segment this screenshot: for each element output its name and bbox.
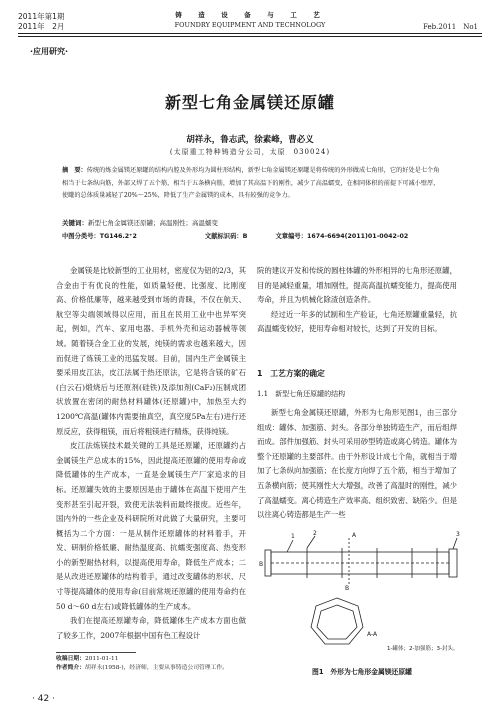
keywords-text: 新型七角金属镁还原罐；高温刚性；高温蠕变	[88, 219, 218, 227]
issue-en: Feb.2011 No1	[423, 23, 478, 31]
abstract-label: 摘 要：	[62, 167, 87, 174]
article-title: 新型七角金属镁还原罐	[164, 93, 335, 112]
figure-caption: 图1 外形为七角形金属镁还原罐	[312, 668, 412, 676]
author-bio: 作者简介：胡祥永(1958-)，经济师，主要从事铸造公司管理工作。	[56, 664, 228, 671]
fig-label-2: 2	[313, 530, 317, 537]
article-id: 文章编号：1674-6694(2011)01-0042-02	[275, 233, 409, 240]
paragraph: 新型七角金属镁还原罐，外形为七角形见图1，由三部分组成：罐体、加强筋、封头。各部分单独铸造生产，而后组焊而成。部件加强筋、封头可采用砂型铸造或离心铸造。罐体为整个还原罐的主要部件。由于外形设计成七个角，就相当于增加了七条纵向加强筋；在长度方向焊了五个筋，相当于增加了五条横向筋；使其刚性大大增强，改善了高温时的刚性，减少了高温蠕变。离心铸造生产效率高、组织致密、缺陷少。但是以往离心铸造都是生产一些	[257, 408, 457, 520]
fig-label-a: A	[352, 532, 357, 539]
fig-label-section: A-A	[367, 631, 378, 638]
header-rule	[18, 33, 482, 34]
classification-meta	[62, 231, 462, 240]
document-code: 文献标识码：B	[204, 233, 248, 240]
right-column	[257, 264, 457, 337]
end-cap	[449, 549, 457, 577]
fig-label-b-left: B	[259, 561, 264, 568]
page-number: · 42 ·	[32, 694, 55, 704]
right-column-body	[257, 406, 457, 523]
paragraph: 院的建议开发和传统的圆柱体罐的外形相异的七角形还原罐，目的是减轻重量，增加刚性，提高高温抗蠕变能力，提高使用寿命，并且为机械化除渣创造条件。	[257, 266, 457, 305]
figure-legend: 1-罐体；2-加强筋；3-封头。	[387, 646, 459, 652]
left-column	[56, 264, 246, 643]
issue-info	[18, 12, 64, 32]
paragraph: 金属镁是比较新型的工业用材，密度仅为铝的2/3，其合金由于有优良的性能，如质量轻便、比强度、比刚度高、价格低廉等，越来越受到市场的青睐，不仅在航天、航空等尖端领域得以应用，而且在民用工业中也异军突起，例如，汽车、家用电器、手机外壳和运动器械等领域。随着镁合金工业的发展，纯镁的需求也越来越大，因而促进了炼镁工业的迅猛发展。目前，国内生产金属镁主要采用皮江法，皮江法属于热还原法，它是将含镁的矿石(白云石)煅烧后与还原剂(硅铁)及添加剂(CaF₂)压制成团状放置在密闭的耐热材料罐体(还原罐)中，加热至大约1200℃高温(罐体内需要抽真空，真空度5Pa左右)进行还原反应，获得粗镁，而后将粗镁进行精炼，获得纯镁。	[56, 266, 246, 436]
section-label: ·应用研究·	[30, 47, 69, 56]
fig-label-1: 1	[291, 533, 295, 540]
subsection-heading: 1.1 新型七角还原罐的结构	[257, 390, 346, 398]
paragraph: 我们在提高还原罐寿命，降低罐体生产成本方面也做了较多工作，2007年根据中国有色工程设计	[56, 616, 246, 640]
issue-number: 2011年第1期	[18, 12, 65, 21]
affiliation: (太原重工特种铸造分公司，太原 030024)	[169, 148, 331, 156]
received-date: 收稿日期：2011-01-11	[56, 656, 119, 662]
heptagon-inner	[317, 605, 357, 639]
figure-drawing	[257, 528, 467, 658]
header-rule-2	[18, 36, 482, 37]
flange	[265, 550, 271, 576]
keywords	[62, 218, 218, 227]
journal-name-cn: 铸 造 设 备 与 工 艺	[175, 11, 325, 19]
clc-number: 中图分类号：TG146.2⁺2	[62, 233, 137, 240]
fig-label-b-bottom: B	[345, 585, 350, 592]
keywords-label: 关键词：	[62, 219, 88, 227]
journal-name	[150, 10, 350, 30]
issue-date: 2011年 2月	[18, 22, 65, 31]
paragraph: 皮江法炼镁技术最关键的工具是还原罐，还原罐约占金属镁生产总成本的15%，因此提高还原罐的使用寿命或降低罐体的生产成本，一直是金属镁生产厂家追求的目标。还原罐失效的主要原因是由于罐体在高温下使用产生变形甚至引起开裂，致使无法装料而最终报废。近些年，国内外的一些企业及科研院所对此做了大量研究，主要可概括为二个方面：一是从制作还原罐体的材料着手，开发、研制价格低廉、耐热温度高、抗蠕变强度高、热变形小的新型耐热材料，以提高使用寿命，降低生产成本；二是从改进还原罐体的结构着手，通过改变罐体的形状、尺寸等提高罐体的使用寿命(目前常规还原罐的使用寿命约在50 d～60 d左右)或降低罐体的生产成本。	[56, 441, 246, 611]
abstract-text: 传统的炼金属镁还原罐的结构内腔及外形均为圆柱形结构，新型七角金属镁还原罐是将传统的外形做成七角形，它的好处是七个角相当于七条纵向筋，外部又焊了五个筋，相当于五条横向筋，增加了其高温下的刚性，减少了高温蠕变，在相同体积的前提下可减小壁厚，使罐的总体质量减轻了20%～25%，降低了生产金属镁的成本，具有较强的竞争力。	[62, 167, 440, 200]
authors: 胡祥永，鲁志武，徐素峰，曹必义	[186, 135, 314, 145]
footnote-rule	[56, 652, 136, 653]
footnote	[56, 655, 256, 672]
section-heading: 1 工艺方案的确定	[257, 369, 325, 378]
abstract	[62, 165, 442, 203]
journal-name-en: FOUNDRY EQUIPMENT AND TECHNOLOGY	[174, 21, 326, 29]
paragraph: 经过近一年多的试制和生产验证，七角还原罐重量轻，抗高温蠕变较好，使用寿命相对较长，达到了开发的目标。	[257, 309, 457, 334]
fig-label-3: 3	[456, 531, 460, 538]
